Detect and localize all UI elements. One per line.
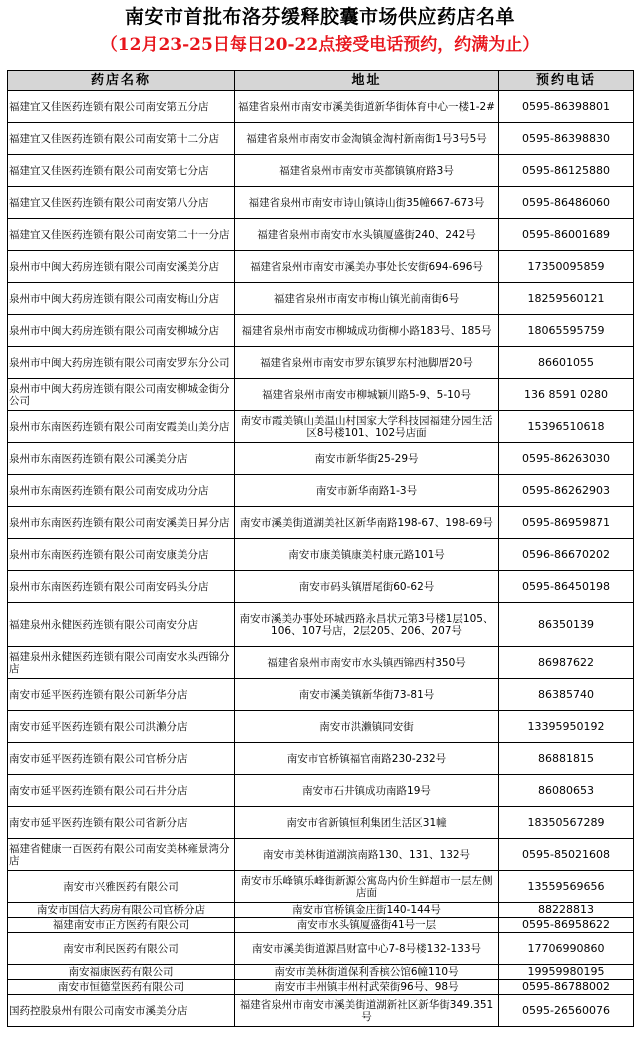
- pharmacy-name: 泉州市东南医药连锁有限公司南安成功分店: [8, 475, 235, 507]
- pharmacy-phone: 0596-86670202: [499, 539, 634, 571]
- table-row: [8, 995, 634, 1027]
- table-row: [8, 839, 634, 871]
- pharmacy-phone: 18350567289: [499, 807, 634, 839]
- pharmacy-name: 南安市延平医药连锁有限公司官桥分店: [8, 743, 235, 775]
- pharmacy-phone: 17706990860: [499, 933, 634, 965]
- pharmacy-address: 福建省泉州市南安市水头镇厦盛街240、242号: [235, 219, 499, 251]
- pharmacy-name: 泉州市中闽大药房连锁有限公司南安罗东分公司: [8, 347, 235, 379]
- pharmacy-address: 福建省泉州市南安市柳城颖川路5-9、5-10号: [235, 379, 499, 411]
- pharmacy-phone: 86080653: [499, 775, 634, 807]
- pharmacy-address: 南安市康美镇康美村康元路101号: [235, 539, 499, 571]
- pharmacy-address: 福建省泉州市南安市诗山镇诗山街35幢667-673号: [235, 187, 499, 219]
- pharmacy-phone: 0595-86959871: [499, 507, 634, 539]
- pharmacy-name: 福建泉州永健医药连锁有限公司南安水头西锦分店: [8, 647, 235, 679]
- table-row: [8, 539, 634, 571]
- page-title: 南安市首批布洛芬缓释胶囊市场供应药店名单: [124, 6, 515, 28]
- pharmacy-name: 国药控股泉州有限公司南安市溪美分店: [8, 995, 235, 1027]
- pharmacy-name: 泉州市东南医药连锁有限公司溪美分店: [8, 443, 235, 475]
- table-row: [8, 283, 634, 315]
- pharmacy-name: 泉州市东南医药连锁有限公司南安康美分店: [8, 539, 235, 571]
- pharmacy-phone: 18259560121: [499, 283, 634, 315]
- table-row: [8, 475, 634, 507]
- pharmacy-phone: 0595-26560076: [499, 995, 634, 1027]
- pharmacy-address: 福建省泉州市南安市溪美街道湖新社区新华街349.351号: [235, 995, 499, 1027]
- pharmacy-name: 泉州市中闽大药房连锁有限公司南安梅山分店: [8, 283, 235, 315]
- page-subtitle: （12月23-25日每日20-22点接受电话预约，约满为止）: [100, 35, 540, 55]
- pharmacy-name: 泉州市东南医药连锁有限公司南安码头分店: [8, 571, 235, 603]
- pharmacy-address: 福建省泉州市南安市罗东镇罗东村池脚厝20号: [235, 347, 499, 379]
- table-row: [8, 711, 634, 743]
- pharmacy-name: 南安市延平医药连锁有限公司洪濑分店: [8, 711, 235, 743]
- pharmacy-name: 南安市恒德堂医药有限公司: [8, 980, 235, 995]
- pharmacy-name: 南安市延平医药连锁有限公司石井分店: [8, 775, 235, 807]
- pharmacy-phone: 86350139: [499, 603, 634, 647]
- pharmacy-name: 南安市延平医药连锁有限公司省新分店: [8, 807, 235, 839]
- table-header-row: [8, 71, 634, 91]
- pharmacy-name: 福建泉州永健医药连锁有限公司南安分店: [8, 603, 235, 647]
- pharmacy-address: 南安市水头镇厦盛街41号一层: [235, 918, 499, 933]
- pharmacy-address: 福建省泉州市南安市金淘镇金淘村新南街1号3号5号: [235, 123, 499, 155]
- table-row: [8, 91, 634, 123]
- table-row: [8, 871, 634, 903]
- table-row: [8, 807, 634, 839]
- table-row: [8, 379, 634, 411]
- pharmacy-address: 南安市乐峰镇乐峰街新源公寓岛内价生鲜超市一层左侧店面: [235, 871, 499, 903]
- table-row: [8, 679, 634, 711]
- table-row: [8, 411, 634, 443]
- pharmacy-phone: 0595-86788002: [499, 980, 634, 995]
- table-row: [8, 155, 634, 187]
- pharmacy-phone: 17350095859: [499, 251, 634, 283]
- table-row: [8, 315, 634, 347]
- pharmacy-address: 南安市新华南路1-3号: [235, 475, 499, 507]
- pharmacy-phone: 0595-86125880: [499, 155, 634, 187]
- pharmacy-name: 南安市利民医药有限公司: [8, 933, 235, 965]
- pharmacy-address: 福建省泉州市南安市柳城成功街柳小路183号、185号: [235, 315, 499, 347]
- pharmacy-name: 泉州市中闽大药房连锁有限公司南安柳城金街分公司: [8, 379, 235, 411]
- pharmacy-address: 福建省泉州市南安市梅山镇光前南街6号: [235, 283, 499, 315]
- pharmacy-phone: 13559569656: [499, 871, 634, 903]
- pharmacy-address: 南安市美林街道湖滨南路130、131、132号: [235, 839, 499, 871]
- pharmacy-address: 福建省泉州市南安市溪美街道新华街体育中心一楼1-2#: [235, 91, 499, 123]
- pharmacy-phone: 86987622: [499, 647, 634, 679]
- pharmacy-name: 南安市延平医药连锁有限公司新华分店: [8, 679, 235, 711]
- pharmacy-phone: 0595-86450198: [499, 571, 634, 603]
- pharmacy-address: 南安市码头镇厝尾街60-62号: [235, 571, 499, 603]
- pharmacy-phone: 18065595759: [499, 315, 634, 347]
- pharmacy-phone: 0595-86958622: [499, 918, 634, 933]
- pharmacy-phone: 13395950192: [499, 711, 634, 743]
- pharmacy-phone: 19959980195: [499, 965, 634, 980]
- pharmacy-name: 南安市兴雅医药有限公司: [8, 871, 235, 903]
- table-row: [8, 571, 634, 603]
- pharmacy-phone: 0595-85021608: [499, 839, 634, 871]
- pharmacy-address: 南安市丰州镇丰州村武荣街96号、98号: [235, 980, 499, 995]
- table-row: [8, 647, 634, 679]
- table-row: [8, 347, 634, 379]
- pharmacy-name: 福建宜又佳医药连锁有限公司南安第八分店: [8, 187, 235, 219]
- pharmacy-address: 南安市石井镇成功南路19号: [235, 775, 499, 807]
- pharmacy-phone: 0595-86398830: [499, 123, 634, 155]
- table-row: [8, 443, 634, 475]
- pharmacy-name: 泉州市东南医药连锁有限公司南安霞美山美分店: [8, 411, 235, 443]
- pharmacy-name: 南安福康医药有限公司: [8, 965, 235, 980]
- table-row: [8, 603, 634, 647]
- pharmacy-address: 南安市新华街25-29号: [235, 443, 499, 475]
- pharmacy-name: 泉州市中闽大药房连锁有限公司南安柳城分店: [8, 315, 235, 347]
- pharmacy-address: 南安市溪美镇新华街73-81号: [235, 679, 499, 711]
- table-row: [8, 980, 634, 995]
- table-row: [8, 933, 634, 965]
- table-row: [8, 965, 634, 980]
- pharmacy-address: 南安市溪美街道源昌财富中心7-8号楼132-133号: [235, 933, 499, 965]
- pharmacy-name: 福建宜又佳医药连锁有限公司南安第二十一分店: [8, 219, 235, 251]
- pharmacy-address: 福建省泉州市南安市水头镇西锦西村350号: [235, 647, 499, 679]
- header-name: 药店名称: [8, 71, 235, 91]
- pharmacy-phone: 0595-86486060: [499, 187, 634, 219]
- pharmacy-table: [7, 70, 634, 1027]
- table-row: [8, 187, 634, 219]
- pharmacy-address: 南安市溪美街道湖美社区新华南路198-67、198-69号: [235, 507, 499, 539]
- table-row: [8, 918, 634, 933]
- pharmacy-phone: 0595-86262903: [499, 475, 634, 507]
- header-phone: 预约电话: [499, 71, 634, 91]
- table-row: [8, 743, 634, 775]
- pharmacy-address: 南安市溪美办事处环城西路永昌状元第3号楼1层105、106、107号店，2层205、206、207号: [235, 603, 499, 647]
- pharmacy-address: 福建省泉州市南安市溪美办事处长安街694-696号: [235, 251, 499, 283]
- pharmacy-address: 南安市官桥镇福官南路230-232号: [235, 743, 499, 775]
- table-row: [8, 219, 634, 251]
- pharmacy-name: 福建宜又佳医药连锁有限公司南安第十二分店: [8, 123, 235, 155]
- pharmacy-phone: 136 8591 0280: [499, 379, 634, 411]
- pharmacy-address: 南安市霞美镇山美温山村国家大学科技园福建分园生活区8号楼101、102号店面: [235, 411, 499, 443]
- pharmacy-phone: 86385740: [499, 679, 634, 711]
- header-address: 地址: [235, 71, 499, 91]
- pharmacy-phone: 15396510618: [499, 411, 634, 443]
- pharmacy-name: 福建宜又佳医药连锁有限公司南安第五分店: [8, 91, 235, 123]
- pharmacy-phone: 0595-86001689: [499, 219, 634, 251]
- pharmacy-phone: 86601055: [499, 347, 634, 379]
- pharmacy-name: 福建南安市正方医药有限公司: [8, 918, 235, 933]
- pharmacy-name: 泉州市中闽大药房连锁有限公司南安溪美分店: [8, 251, 235, 283]
- table-row: [8, 123, 634, 155]
- pharmacy-address: 南安市美林街道保利香槟公馆6幢110号: [235, 965, 499, 980]
- pharmacy-address: 福建省泉州市南安市英都镇镇府路3号: [235, 155, 499, 187]
- pharmacy-name: 福建省健康一百医药有限公司南安美林雍景湾分店: [8, 839, 235, 871]
- pharmacy-address: 南安市官桥镇金庄街140-144号: [235, 903, 499, 918]
- table-row: [8, 775, 634, 807]
- pharmacy-address: 南安市省新镇恒利集团生活区31幢: [235, 807, 499, 839]
- pharmacy-address: 南安市洪濑镇同安街: [235, 711, 499, 743]
- pharmacy-phone: 0595-86263030: [499, 443, 634, 475]
- pharmacy-name: 福建宜又佳医药连锁有限公司南安第七分店: [8, 155, 235, 187]
- pharmacy-phone: 86881815: [499, 743, 634, 775]
- table-row: [8, 251, 634, 283]
- pharmacy-name: 南安市国信大药房有限公司官桥分店: [8, 903, 235, 918]
- pharmacy-name: 泉州市东南医药连锁有限公司南安溪美日昇分店: [8, 507, 235, 539]
- table-row: [8, 903, 634, 918]
- table-row: [8, 507, 634, 539]
- pharmacy-phone: 88228813: [499, 903, 634, 918]
- pharmacy-phone: 0595-86398801: [499, 91, 634, 123]
